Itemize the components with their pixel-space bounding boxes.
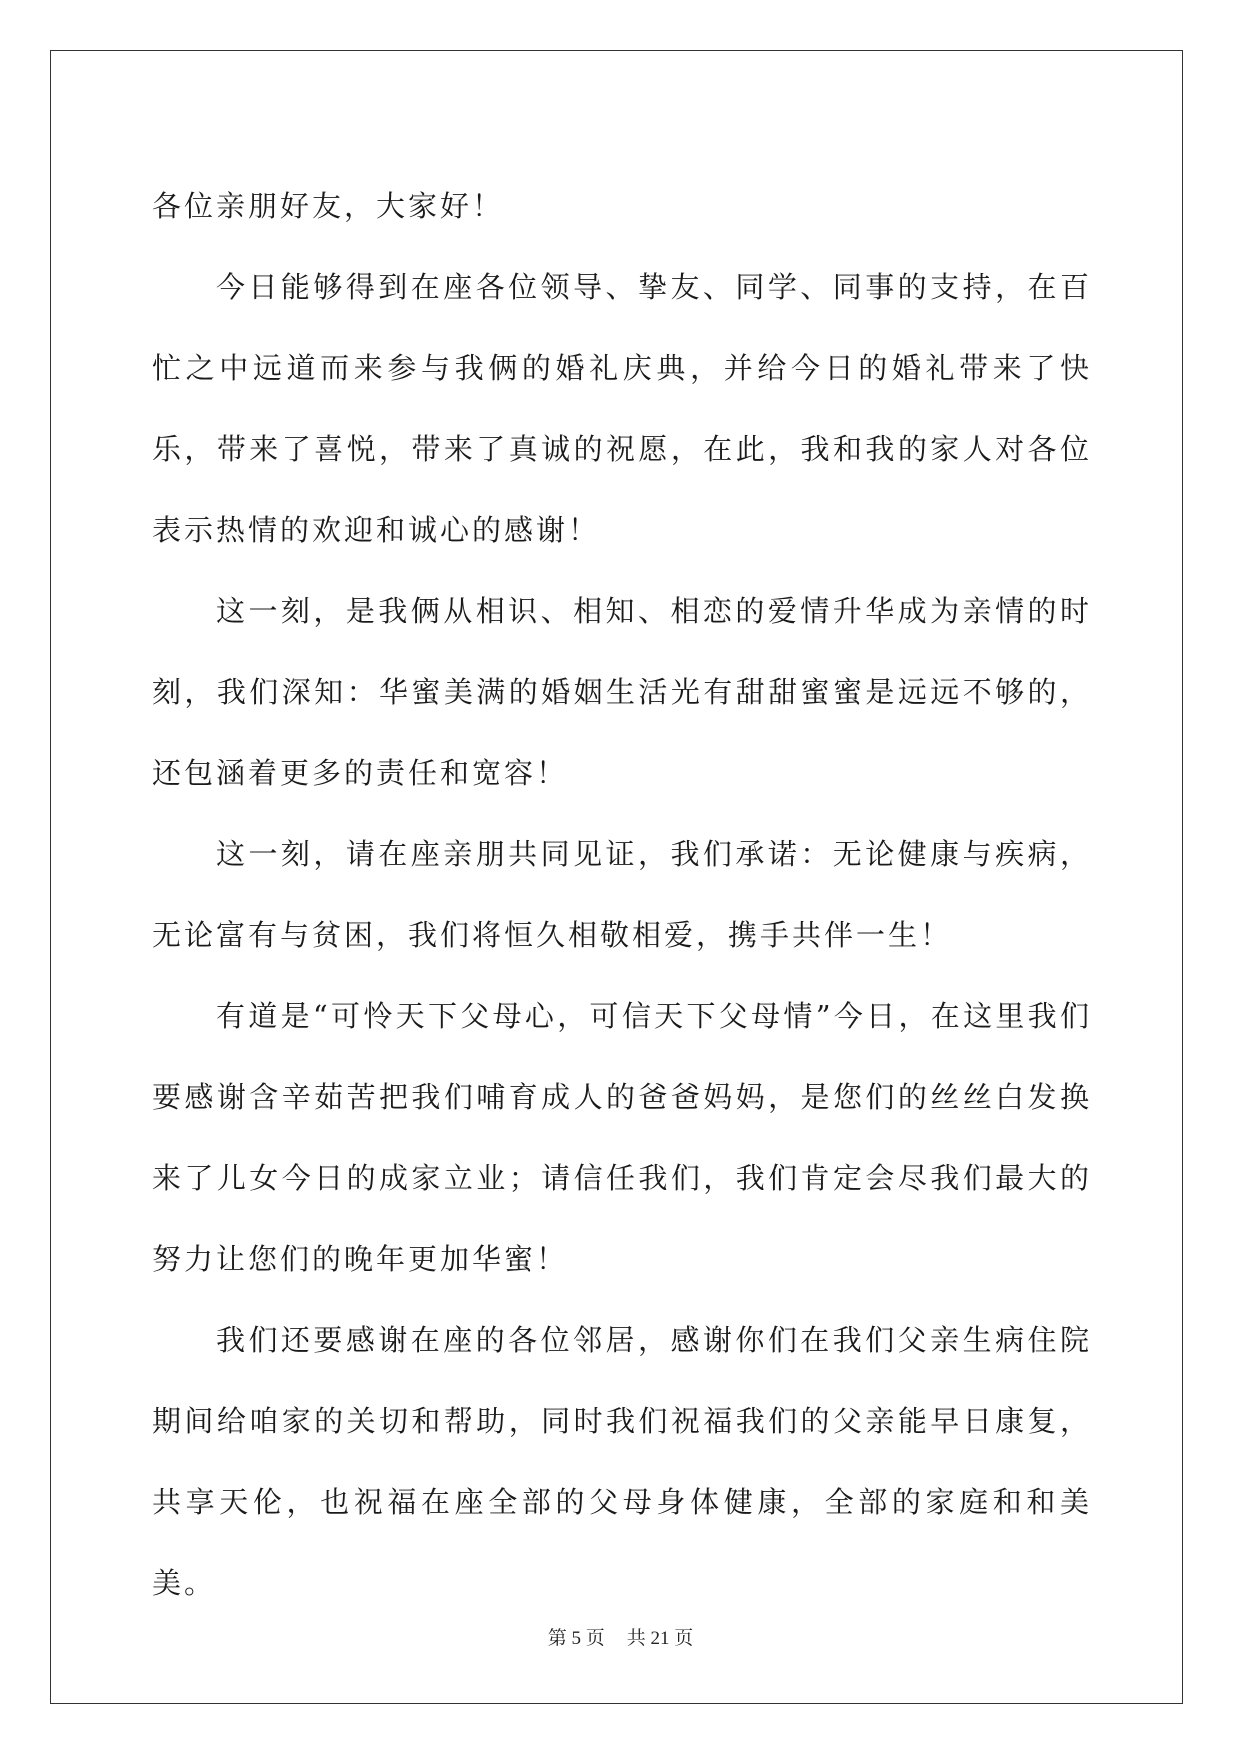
page-total: 共 21 页	[626, 1628, 694, 1649]
neighbors-paragraph: 我们还要感谢在座的各位邻居，感谢你们在我们父亲生病住院期间给咱家的关切和帮助，同时我们祝福我们的父亲能早日康复，共享天伦，也祝福在座全部的父母身体健康，全部的家庭和和美美。	[152, 1323, 1092, 1600]
moment-paragraph: 这一刻，是我俩从相识、相知、相恋的爱情升华成为亲情的时刻，我们深知：华蜜美满的婚姻生活光有甜甜蜜蜜是远远不够的，还包涵着更多的责任和宽容！	[152, 594, 1092, 790]
greeting-paragraph: 各位亲朋好友，大家好！	[152, 189, 505, 223]
page-number: 第 5 页	[547, 1628, 605, 1649]
page-footer	[0, 1623, 1241, 1650]
thanks-guests-paragraph: 今日能够得到在座各位领导、挚友、同学、同事的支持，在百忙之中远道而来参与我俩的婚礼庆典，并给今日的婚礼带来了快乐，带来了喜悦，带来了真诚的祝愿，在此，我和我的家人对各位表示热情的欢迎和诚心的感谢！	[152, 270, 1092, 547]
vow-paragraph: 这一刻，请在座亲朋共同见证，我们承诺：无论健康与疾病，无论富有与贫困，我们将恒久相敬相爱，携手共伴一生！	[152, 837, 1092, 952]
parents-paragraph: 有道是“可怜天下父母心，可信天下父母情”今日，在这里我们要感谢含辛茹苦把我们哺育成人的爸爸妈妈，是您们的丝丝白发换来了儿女今日的成家立业；请信任我们，我们肯定会尽我们最大的努力让您们的晚年更加华蜜！	[152, 999, 1092, 1276]
document-body	[152, 166, 1092, 1624]
